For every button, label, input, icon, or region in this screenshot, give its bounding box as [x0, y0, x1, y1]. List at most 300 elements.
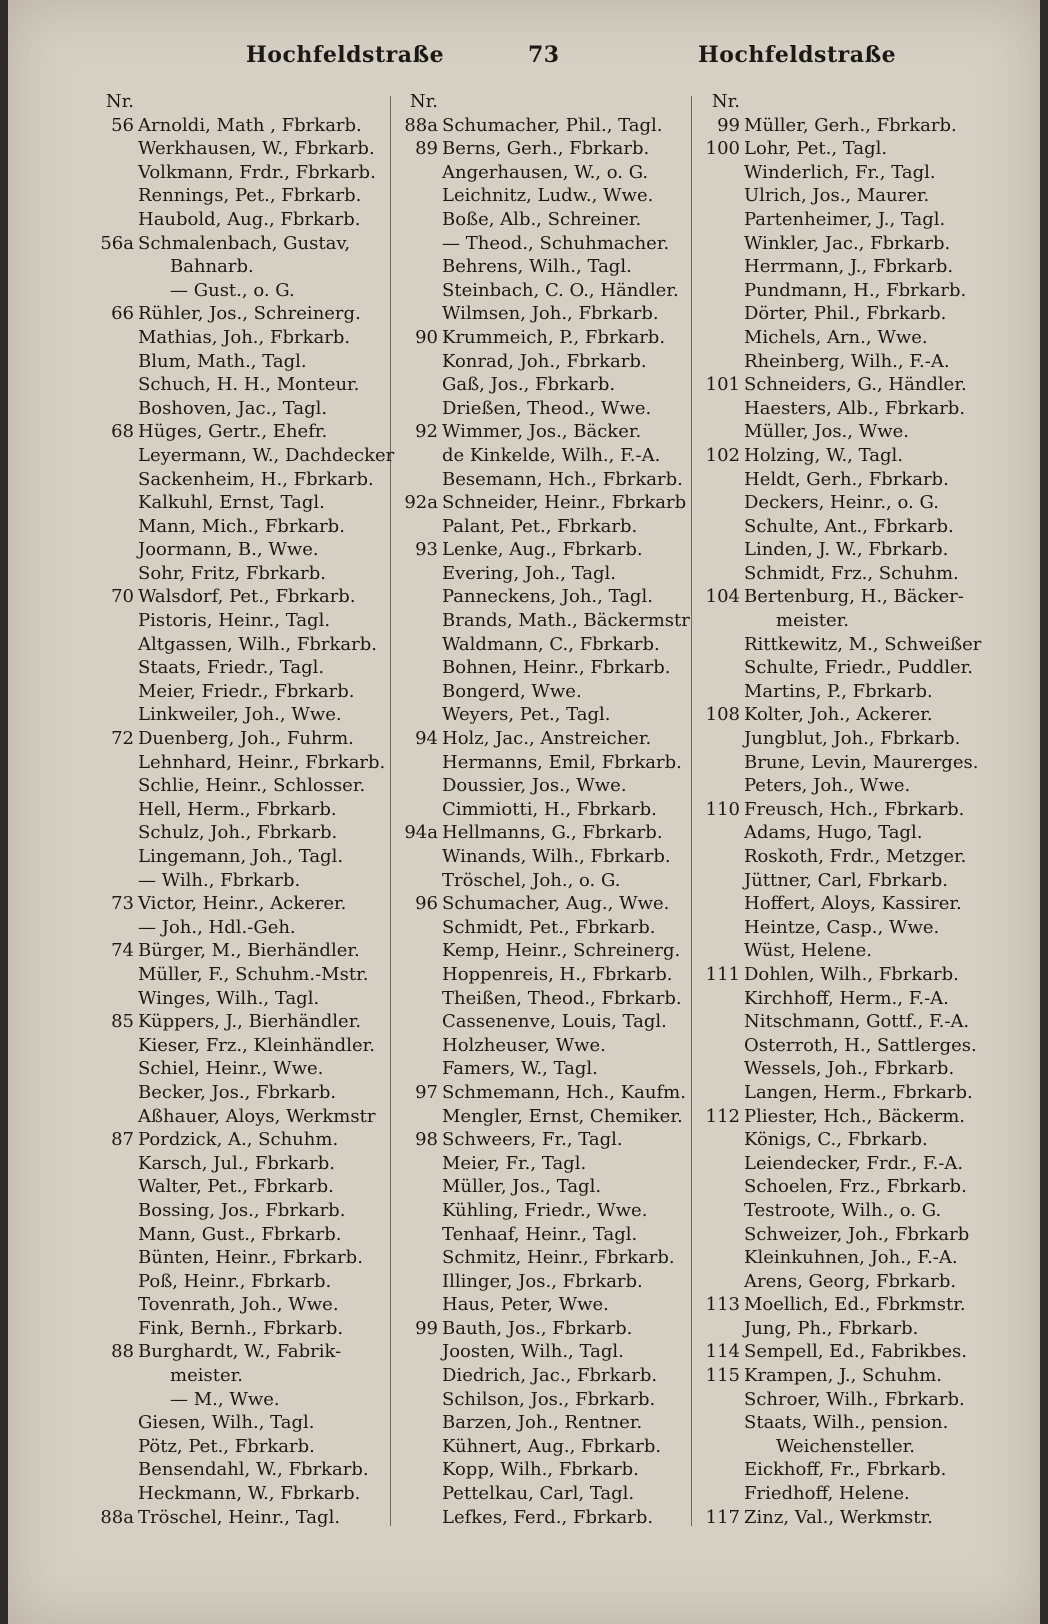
resident-entry: Kühling, Friedr., Wwe. [442, 1199, 648, 1221]
house-number [696, 987, 744, 1011]
resident-entry: Linkweiler, Joh., Wwe. [138, 704, 342, 726]
house-number: 88a [100, 1506, 134, 1528]
house-number: 88 [111, 1341, 134, 1363]
resident-entry: Holzheuser, Wwe. [442, 1034, 606, 1056]
resident-entry: Hell, Herm., Fbrkarb. [138, 798, 337, 820]
house-number [398, 562, 442, 586]
directory-entry [696, 326, 996, 350]
resident-entry: Müller, Gerh., Fbrkarb. [744, 114, 957, 136]
house-number [696, 1435, 744, 1459]
resident-entry: Leichnitz, Ludw., Wwe. [442, 185, 654, 207]
directory-entry [696, 1411, 996, 1435]
house-number [398, 751, 442, 775]
resident-entry: Konrad, Joh., Fbrkarb. [442, 350, 647, 372]
resident-entry: Eickhoff, Fr., Fbrkarb. [744, 1459, 947, 1481]
resident-entry: Haesters, Alb., Fbrkarb. [744, 397, 966, 419]
directory-entry [398, 1435, 688, 1459]
directory-entry [696, 468, 996, 492]
directory-entry [88, 302, 388, 326]
directory-entry [398, 1128, 688, 1152]
directory-entry [696, 1223, 996, 1247]
house-number [398, 1010, 442, 1034]
house-number [88, 515, 138, 539]
house-number [88, 609, 138, 633]
house-number: 74 [111, 940, 134, 962]
resident-entry: Giesen, Wilh., Tagl. [138, 1412, 315, 1434]
resident-entry: Brune, Levin, Maurerges. [744, 751, 979, 773]
directory-entry [696, 397, 996, 421]
resident-entry: Pundmann, H., Fbrkarb. [744, 279, 967, 301]
resident-entry: Bünten, Heinr., Fbrkarb. [138, 1247, 363, 1269]
house-number [696, 1199, 744, 1223]
directory-entry [398, 161, 688, 185]
directory-entry [398, 987, 688, 1011]
house-number [88, 562, 138, 586]
resident-entry: Tröschel, Heinr., Tagl. [138, 1506, 341, 1528]
house-number [88, 821, 138, 845]
resident-entry: Pliester, Hch., Bäckerm. [744, 1105, 966, 1127]
resident-entry: Angerhausen, W., o. G. [442, 161, 649, 183]
directory-entry [696, 1010, 996, 1034]
resident-entry: Heckmann, W., Fbrkarb. [138, 1483, 361, 1505]
resident-entry: Herrmann, J., Fbrkarb. [744, 256, 954, 278]
directory-entry [88, 1175, 388, 1199]
directory-entry [88, 1317, 388, 1341]
resident-entry: Jüttner, Carl, Fbrkarb. [744, 869, 949, 891]
directory-entry [696, 1388, 996, 1412]
resident-entry: Jung, Ph., Fbrkarb. [744, 1317, 919, 1339]
house-number [398, 1175, 442, 1199]
directory-entry [398, 1223, 688, 1247]
house-number [696, 420, 744, 444]
directory-entry [696, 184, 996, 208]
resident-entry: Sohr, Fritz, Fbrkarb. [138, 562, 326, 584]
resident-entry: Schoelen, Frz., Fbrkarb. [744, 1176, 967, 1198]
house-number: 108 [705, 704, 740, 726]
directory-entry [88, 1364, 388, 1388]
resident-entry: Blum, Math., Tagl. [138, 350, 307, 372]
directory-entry [88, 161, 388, 185]
resident-entry: Lehnhard, Heinr., Fbrkarb. [138, 751, 386, 773]
directory-entry [88, 703, 388, 727]
directory-entry [696, 1152, 996, 1176]
directory-entry [88, 869, 388, 893]
directory-entry [696, 208, 996, 232]
directory-page [8, 0, 1040, 1624]
house-number [696, 1010, 744, 1034]
resident-entry: Dörter, Phil., Fbrkarb. [744, 303, 947, 325]
resident-entry: Holzing, W., Tagl. [744, 444, 903, 466]
resident-entry: Kühnert, Aug., Fbrkarb. [442, 1435, 662, 1457]
house-number [88, 184, 138, 208]
directory-entry [88, 1270, 388, 1294]
house-number [88, 350, 138, 374]
house-number [398, 1293, 442, 1317]
directory-entry [696, 609, 996, 633]
resident-entry: Tovenrath, Joh., Wwe. [138, 1294, 339, 1316]
resident-entry: Boshoven, Jac., Tagl. [138, 397, 328, 419]
directory-entry [696, 1293, 996, 1317]
resident-entry: Winges, Wilh., Tagl. [138, 987, 320, 1009]
directory-entry [88, 1152, 388, 1176]
directory-entry [88, 1482, 388, 1506]
directory-entry [88, 1388, 388, 1412]
house-number [696, 326, 744, 350]
resident-entry: Poß, Heinr., Fbrkarb. [138, 1270, 332, 1292]
house-number [88, 1270, 138, 1294]
resident-entry: Rühler, Jos., Schreinerg. [138, 303, 361, 325]
resident-entry: Kalkuhl, Ernst, Tagl. [138, 492, 325, 514]
resident-entry: Weichensteller. [776, 1435, 915, 1457]
directory-entry [88, 562, 388, 586]
house-number [88, 491, 138, 515]
directory-entry [88, 1034, 388, 1058]
directory-entry [398, 916, 688, 940]
directory-entry [88, 1105, 388, 1129]
resident-entry: Rittkewitz, M., Schweißer [744, 633, 982, 655]
house-number [398, 1411, 442, 1435]
house-number [696, 255, 744, 279]
house-number [696, 1317, 744, 1341]
directory-entry [88, 1057, 388, 1081]
directory-entry [398, 798, 688, 822]
resident-entry: Lefkes, Ferd., Fbrkarb. [442, 1506, 654, 1528]
resident-entry: Hoffert, Aloys, Kassirer. [744, 893, 962, 915]
resident-entry: Adams, Hugo, Tagl. [744, 822, 923, 844]
house-number [696, 1175, 744, 1199]
resident-entry: Schilson, Jos., Fbrkarb. [442, 1388, 656, 1410]
directory-entry [696, 1270, 996, 1294]
directory-entry [696, 892, 996, 916]
house-number [398, 798, 442, 822]
directory-entry [398, 1506, 688, 1530]
directory-entry [398, 1010, 688, 1034]
directory-entry [88, 1506, 388, 1530]
house-number: 115 [705, 1365, 740, 1387]
directory-entry [88, 444, 395, 468]
house-number: 112 [705, 1105, 740, 1127]
house-number: 90 [415, 326, 438, 348]
resident-entry: Schweizer, Joh., Fbrkarb [744, 1223, 970, 1245]
directory-entry [398, 302, 688, 326]
resident-entry: Drießen, Theod., Wwe. [442, 397, 652, 419]
house-number [696, 680, 744, 704]
resident-entry: Schulte, Ant., Fbrkarb. [744, 515, 954, 537]
resident-entry: Freusch, Hch., Fbrkarb. [744, 798, 965, 820]
house-number [696, 1411, 744, 1435]
house-number: 111 [705, 963, 740, 985]
directory-entry [398, 1340, 688, 1364]
directory-entry [88, 137, 388, 161]
resident-entry: — Gust., o. G. [170, 279, 295, 301]
directory-entry [88, 538, 388, 562]
house-number: 88a [404, 114, 438, 136]
directory-entry [88, 184, 388, 208]
house-number [398, 1152, 442, 1176]
resident-entry: Zinz, Val., Werkmstr. [744, 1506, 933, 1528]
house-number [88, 1057, 138, 1081]
resident-entry: Bertenburg, H., Bäcker- [744, 586, 964, 608]
directory-entry [88, 1293, 388, 1317]
directory-entry [88, 845, 388, 869]
house-number: 92a [404, 492, 438, 514]
house-number [398, 350, 442, 374]
directory-entry [88, 680, 388, 704]
resident-entry: Peters, Joh., Wwe. [744, 775, 911, 797]
house-number [696, 208, 744, 232]
resident-entry: Kolter, Joh., Ackerer. [744, 704, 933, 726]
resident-entry: Kleinkuhnen, Joh., F.-A. [744, 1247, 958, 1269]
directory-entry [88, 1340, 388, 1364]
resident-entry: Nitschmann, Gottf., F.-A. [744, 1011, 970, 1033]
directory-entry [398, 491, 688, 515]
house-number [398, 468, 442, 492]
directory-entry [696, 1340, 996, 1364]
house-number: 68 [111, 421, 134, 443]
resident-entry: Steinbach, C. O., Händler. [442, 279, 679, 301]
directory-entry [88, 1081, 388, 1105]
directory-entry [696, 420, 996, 444]
resident-entry: Sempell, Ed., Fabrikbes. [744, 1341, 967, 1363]
house-number [398, 1105, 442, 1129]
directory-entry [398, 255, 688, 279]
directory-entry [398, 845, 688, 869]
directory-entry [398, 1081, 688, 1105]
directory-entry [88, 987, 388, 1011]
directory-entry [88, 727, 388, 751]
resident-entry: Barzen, Joh., Rentner. [442, 1412, 643, 1434]
directory-entry [88, 232, 388, 256]
resident-entry: Meier, Fr., Tagl. [442, 1152, 587, 1174]
resident-entry: Schumacher, Aug., Wwe. [442, 893, 670, 915]
resident-entry: Leyermann, W., Dachdecker [138, 444, 395, 466]
directory-entry [696, 1246, 996, 1270]
house-number [398, 845, 442, 869]
house-number [398, 916, 442, 940]
resident-entry: Meier, Friedr., Fbrkarb. [138, 680, 355, 702]
resident-entry: Werkhausen, W., Fbrkarb. [138, 138, 375, 160]
house-number [88, 633, 138, 657]
directory-entry [696, 515, 996, 539]
directory-entry [88, 609, 388, 633]
directory-entry [88, 633, 388, 657]
resident-entry: — Joh., Hdl.-Geh. [138, 916, 296, 938]
directory-entry [398, 963, 688, 987]
house-number [398, 633, 442, 657]
directory-entry [696, 939, 996, 963]
directory-entry [398, 1364, 688, 1388]
house-number [696, 892, 744, 916]
house-number: 96 [415, 893, 438, 915]
house-number: 99 [717, 114, 740, 136]
house-number: Nr. [105, 91, 134, 112]
house-number: 85 [111, 1011, 134, 1033]
resident-entry: Osterroth, H., Sattlerges. [744, 1034, 977, 1056]
directory-entry [696, 90, 996, 114]
directory-entry [398, 774, 688, 798]
directory-entry [696, 1435, 996, 1459]
resident-entry: Linden, J. W., Fbrkarb. [744, 539, 949, 561]
resident-entry: Volkmann, Frdr., Fbrkarb. [138, 161, 376, 183]
house-number: 101 [705, 374, 740, 396]
directory-entry [398, 633, 688, 657]
directory-entry [88, 279, 388, 303]
directory-entry [696, 727, 996, 751]
house-number [696, 350, 744, 374]
house-number [696, 397, 744, 421]
directory-entry [696, 680, 996, 704]
resident-entry: Doussier, Jos., Wwe. [442, 775, 627, 797]
house-number [88, 1081, 138, 1105]
resident-entry: Sackenheim, H., Fbrkarb. [138, 468, 374, 490]
directory-entry [88, 1246, 388, 1270]
house-number [88, 1435, 138, 1459]
resident-entry: Burghardt, W., Fabrik- [138, 1341, 342, 1363]
house-number [398, 302, 442, 326]
resident-entry: Waldmann, C., Fbrkarb. [442, 633, 660, 655]
resident-entry: meister. [170, 1365, 243, 1387]
directory-entry [398, 1293, 688, 1317]
directory-entry [696, 869, 996, 893]
house-number [398, 255, 442, 279]
directory-entry [398, 1458, 688, 1482]
directory-entry [696, 1128, 996, 1152]
house-number [398, 1458, 442, 1482]
house-number [398, 680, 442, 704]
house-number [88, 444, 138, 468]
resident-entry: Cassenenve, Louis, Tagl. [442, 1011, 667, 1033]
resident-entry: Michels, Arn., Wwe. [744, 326, 928, 348]
house-number: 94 [415, 728, 438, 750]
house-number [696, 774, 744, 798]
directory-entry [398, 326, 688, 350]
house-number [88, 1152, 138, 1176]
directory-entry [398, 444, 688, 468]
resident-entry: Mann, Mich., Fbrkarb. [138, 515, 345, 537]
resident-entry: Pistoris, Heinr., Tagl. [138, 610, 331, 632]
resident-entry: Gaß, Jos., Fbrkarb. [442, 374, 616, 396]
house-number: 70 [111, 586, 134, 608]
directory-entry [398, 1411, 688, 1435]
resident-entry: Schmemann, Hch., Kaufm. [442, 1081, 686, 1103]
directory-entry [88, 1128, 388, 1152]
directory-entry [696, 373, 996, 397]
directory-entry [398, 680, 688, 704]
house-number: 56 [111, 114, 134, 136]
resident-entry: Altgassen, Wilh., Fbrkarb. [138, 633, 377, 655]
resident-entry: Fink, Bernh., Fbrkarb. [138, 1317, 344, 1339]
resident-entry: Tröschel, Joh., o. G. [442, 869, 621, 891]
directory-entry [88, 373, 388, 397]
directory-entry [696, 137, 996, 161]
directory-entry [696, 1057, 996, 1081]
resident-entry: Pordzick, A., Schuhm. [138, 1129, 339, 1151]
house-number [88, 397, 138, 421]
resident-entry: — Theod., Schuhmacher. [442, 232, 670, 254]
directory-entry [696, 703, 996, 727]
house-number [88, 963, 138, 987]
house-number [88, 137, 138, 161]
house-number [88, 774, 138, 798]
header-street-right: Hochfeldstraße [698, 42, 897, 68]
resident-entry: Hellmanns, G., Fbrkarb. [442, 822, 663, 844]
resident-entry: Partenheimer, J., Tagl. [744, 208, 946, 230]
resident-entry: Hüges, Gertr., Ehefr. [138, 421, 328, 443]
resident-entry: Bauth, Jos., Fbrkarb. [442, 1317, 633, 1339]
directory-entry [398, 751, 688, 775]
resident-entry: Kirchhoff, Herm., F.-A. [744, 987, 949, 1009]
resident-entry: Schmidt, Pet., Fbrkarb. [442, 916, 656, 938]
directory-entry [398, 1057, 688, 1081]
house-number [88, 1246, 138, 1270]
house-number [696, 1152, 744, 1176]
directory-entry [696, 798, 996, 822]
house-number [398, 1340, 442, 1364]
directory-entry [398, 727, 688, 751]
directory-entry [696, 1317, 996, 1341]
directory-entry [696, 444, 996, 468]
house-number [88, 703, 138, 727]
resident-entry: Leiendecker, Frdr., F.-A. [744, 1152, 964, 1174]
resident-entry: Schuch, H. H., Monteur. [138, 374, 360, 396]
column-divider [390, 96, 391, 1526]
directory-entry [88, 90, 388, 114]
resident-entry: Roskoth, Frdr., Metzger. [744, 846, 967, 867]
resident-entry: Lenke, Aug., Fbrkarb. [442, 539, 643, 561]
house-number: 93 [415, 539, 438, 561]
directory-entry [398, 1317, 688, 1341]
resident-entry: Bohnen, Heinr., Fbrkarb. [442, 657, 671, 679]
house-number [696, 633, 744, 657]
directory-entry [88, 397, 388, 421]
house-number [398, 1506, 442, 1530]
directory-entry [398, 892, 688, 916]
house-number [696, 1246, 744, 1270]
resident-entry: Duenberg, Joh., Fuhrm. [138, 728, 354, 750]
directory-entry [696, 302, 996, 326]
resident-entry: Schlie, Heinr., Schlosser. [138, 775, 366, 797]
directory-entry [88, 821, 388, 845]
directory-entry [88, 798, 388, 822]
resident-entry: Bahnarb. [170, 256, 254, 278]
resident-entry: Famers, W., Tagl. [442, 1058, 598, 1080]
column-divider [691, 96, 692, 1526]
house-number: 102 [705, 444, 740, 466]
directory-entry [398, 232, 688, 256]
house-number [398, 987, 442, 1011]
house-number [398, 279, 442, 303]
directory-entry [398, 1105, 688, 1129]
directory-entry [88, 1010, 388, 1034]
directory-entry [696, 161, 996, 185]
directory-entry [398, 869, 688, 893]
house-number [88, 1458, 138, 1482]
directory-entry [398, 1199, 688, 1223]
directory-entry [398, 562, 688, 586]
directory-entry [398, 468, 688, 492]
directory-entry [398, 609, 688, 633]
resident-entry: Ulrich, Jos., Maurer. [744, 185, 930, 207]
directory-entry [88, 1458, 388, 1482]
house-number [88, 1482, 138, 1506]
directory-entry [398, 1175, 688, 1199]
house-number [398, 208, 442, 232]
resident-entry: Kopp, Wilh., Fbrkarb. [442, 1459, 639, 1481]
resident-entry: Palant, Pet., Fbrkarb. [442, 515, 638, 537]
resident-entry: Jungblut, Joh., Fbrkarb. [744, 728, 961, 750]
directory-entry [696, 987, 996, 1011]
house-number [88, 538, 138, 562]
